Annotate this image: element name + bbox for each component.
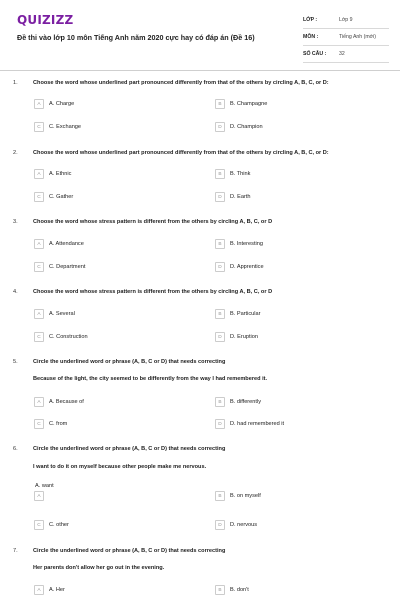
option-a[interactable] (34, 584, 65, 596)
option-text: D. had remembered it (230, 421, 285, 427)
option-a[interactable] (34, 98, 74, 110)
option-letter-box[interactable]: C (34, 122, 44, 132)
option-c[interactable] (34, 331, 88, 343)
option-letter-box[interactable]: B (215, 585, 225, 595)
option-letter-box[interactable]: B (215, 169, 225, 179)
question-number: 7. (13, 548, 18, 554)
header-divider (0, 70, 400, 71)
option-a[interactable] (34, 308, 75, 320)
meta-label: LỚP : (303, 17, 318, 23)
option-text: C. Exchange (49, 124, 82, 130)
question-prompt: Circle the underlined word or phrase (A, B, C or D) that needs correcting (33, 446, 226, 452)
option-d[interactable] (215, 418, 284, 430)
worksheet-header (0, 0, 400, 66)
option-letter-box[interactable]: A (34, 309, 44, 319)
option-letter-box[interactable]: B (215, 99, 225, 109)
option-text: C. Construction (49, 334, 88, 340)
option-c[interactable] (34, 418, 67, 430)
meta-label: SỐ CÂU : (303, 51, 327, 57)
option-letter-box[interactable]: A (34, 239, 44, 249)
option-letter-box[interactable]: A (34, 585, 44, 595)
meta-label: MÔN : (303, 34, 319, 40)
option-text: B. Champagne (230, 101, 268, 107)
option-letter-box[interactable]: D (215, 262, 225, 272)
option-letter-box[interactable]: A (34, 397, 44, 407)
option-text: D. Eruption (230, 334, 258, 340)
option-letter-box[interactable]: C (34, 262, 44, 272)
option-letter-box[interactable]: A (34, 491, 44, 501)
option-d[interactable] (215, 331, 258, 343)
question-number: 3. (13, 219, 18, 225)
option-text: A. want (35, 483, 54, 489)
option-a[interactable] (34, 238, 84, 250)
option-c[interactable] (34, 121, 81, 133)
option-letter-box[interactable]: D (215, 192, 225, 202)
option-text: B. Interesting (230, 241, 263, 247)
option-letter-box[interactable]: A (34, 99, 44, 109)
question-prompt: Choose the word whose stress pattern is different from the others by circling A, B, C, or D (33, 289, 273, 295)
question-number: 2. (13, 150, 18, 156)
option-text: D. Earth (230, 194, 251, 200)
option-a[interactable] (34, 168, 71, 180)
worksheet-title: Đề thi vào lớp 10 môn Tiếng Anh năm 2020 cực hay có đáp án (Đề 16) (17, 33, 255, 42)
option-c[interactable] (34, 519, 69, 531)
option-text: A. Charge (49, 101, 75, 107)
option-letter-box[interactable]: C (34, 192, 44, 202)
option-text: B. Think (230, 171, 251, 177)
option-text: C. Gather (49, 194, 74, 200)
meta-value: Tiếng Anh (mới) (339, 34, 376, 40)
option-letter-box[interactable]: C (34, 520, 44, 530)
option-text: B. on myself (230, 493, 261, 499)
option-letter-box[interactable]: B (215, 309, 225, 319)
meta-row-class (303, 12, 389, 29)
option-letter-box[interactable]: B (215, 397, 225, 407)
option-letter-box[interactable]: D (215, 122, 225, 132)
option-text: C. from (49, 421, 68, 427)
question-prompt: Choose the word whose underlined part pronounced differently from that of the others by circling A, B, C, or D: (33, 80, 329, 86)
question-number: 6. (13, 446, 18, 452)
question-number: 1. (13, 80, 18, 86)
meta-value: 32 (339, 51, 345, 57)
option-text: B. differently (230, 399, 261, 405)
option-text: A. Attendance (49, 241, 84, 247)
option-text: A. Ethnic (49, 171, 72, 177)
question-number: 5. (13, 359, 18, 365)
question-prompt: Circle the underlined word or phrase (A, B, C or D) that needs correcting (33, 548, 226, 554)
meta-value: Lớp 9 (339, 17, 353, 23)
option-text: B. don't (230, 587, 249, 593)
question-prompt: Choose the word whose underlined part pronounced differently from that of the others by circling A, B, C, or D: (33, 150, 329, 156)
question-prompt: Circle the underlined word or phrase (A, B, C or D) that needs correcting (33, 359, 226, 365)
option-b[interactable] (215, 238, 263, 250)
question-sentence: I want to do it on myself because other people make me nervous. (33, 464, 207, 470)
option-b[interactable] (215, 396, 261, 408)
option-d[interactable] (215, 191, 251, 203)
option-letter-box[interactable]: A (34, 169, 44, 179)
option-b[interactable] (215, 98, 267, 110)
option-text: A. Because of (49, 399, 84, 405)
option-text: D. Champion (230, 124, 263, 130)
option-text: A. Several (49, 311, 75, 317)
meta-row-question-count (303, 46, 389, 63)
option-b[interactable] (215, 308, 260, 320)
option-letter-box[interactable]: D (215, 419, 225, 429)
option-c[interactable] (34, 191, 73, 203)
option-text: D. nervous (230, 522, 258, 528)
option-letter-box[interactable]: D (215, 520, 225, 530)
option-c[interactable] (34, 261, 85, 273)
option-letter-box[interactable]: B (215, 491, 225, 501)
question-number: 4. (13, 289, 18, 295)
option-letter-box[interactable]: B (215, 239, 225, 249)
option-b[interactable] (215, 584, 249, 596)
meta-row-subject (303, 29, 389, 46)
question-prompt: Choose the word whose stress pattern is different from the others by circling A, B, C, or D (33, 219, 273, 225)
option-letter-box[interactable]: C (34, 419, 44, 429)
quizizz-logo: QUIZIZZ (17, 13, 74, 27)
option-text: C. other (49, 522, 69, 528)
option-d[interactable] (215, 519, 257, 531)
worksheet-meta (303, 12, 389, 63)
option-text: C. Department (49, 264, 86, 270)
option-letter-box[interactable]: D (215, 332, 225, 342)
option-text: B. Particular (230, 311, 261, 317)
option-d[interactable] (215, 121, 263, 133)
option-b[interactable] (215, 168, 250, 180)
option-letter-box[interactable]: C (34, 332, 44, 342)
option-a[interactable] (34, 396, 84, 408)
option-text: D. Apprentice (230, 264, 264, 270)
option-text: A. Her (49, 587, 65, 593)
option-a[interactable] (34, 483, 94, 503)
option-d[interactable] (215, 261, 264, 273)
option-b[interactable] (215, 490, 261, 502)
question-sentence: Because of the light, the city seemed to be differently from the way I had remembered it. (33, 376, 268, 382)
question-sentence: Her parents don't allow her go out in the evening. (33, 565, 165, 571)
